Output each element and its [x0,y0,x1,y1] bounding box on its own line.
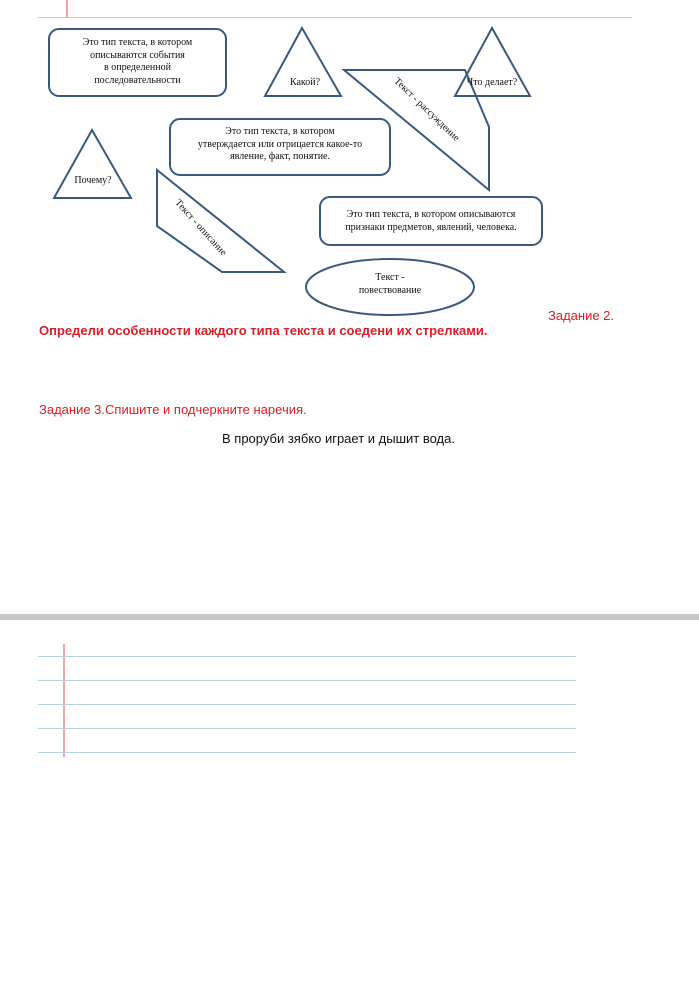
ellipse-narration-label [330,272,450,297]
definition-line: в определенной [104,62,171,73]
triangle-what-does-label: Что делает? [466,77,518,88]
definition-line: Это тип текста, в котором [82,37,193,48]
ruled-line [38,680,576,681]
triangle-why [54,130,131,198]
task2-label: Задание 2. [548,308,615,323]
ruled-line [38,752,576,753]
ruled-line [38,728,576,729]
ruled-line [38,656,576,657]
definition-text-description [320,209,542,234]
definition-line: Это тип текста, в котором [225,126,335,137]
task2-text: Определи особенности каждого типа текста и соедени их стрелками. [39,323,488,338]
definition-line: последовательности [94,74,181,86]
definition-line: признаки предметов, явлений, человека. [345,221,517,233]
definition-line: утверждается или отрицается какое-то [197,138,363,150]
task3-label: Задание 3.Спишите и подчеркните наречия. [39,402,307,417]
margin-line [63,644,65,757]
triangle-why-label: Почему? [74,175,112,186]
narration-line: повествование [358,284,422,296]
task3-sentence: В проруби зябко играет и дышит вода. [222,431,455,446]
ruled-line [38,704,576,705]
definition-text-reasoning [170,126,390,164]
definition-text-chronology [49,37,226,87]
narration-line: Текст - [375,272,405,283]
definition-line: Это тип текста, в котором описываются [346,209,516,220]
definition-line: явление, факт, понятие. [230,151,330,162]
worksheet-page-bottom [0,620,699,1005]
definition-line: описываются события [90,49,185,61]
shape-text-reasoning-label: Текст - рассуждение [391,75,462,144]
triangle-which-label: Какой? [289,77,321,88]
shape-text-description-label: Текст - описание [172,197,229,259]
